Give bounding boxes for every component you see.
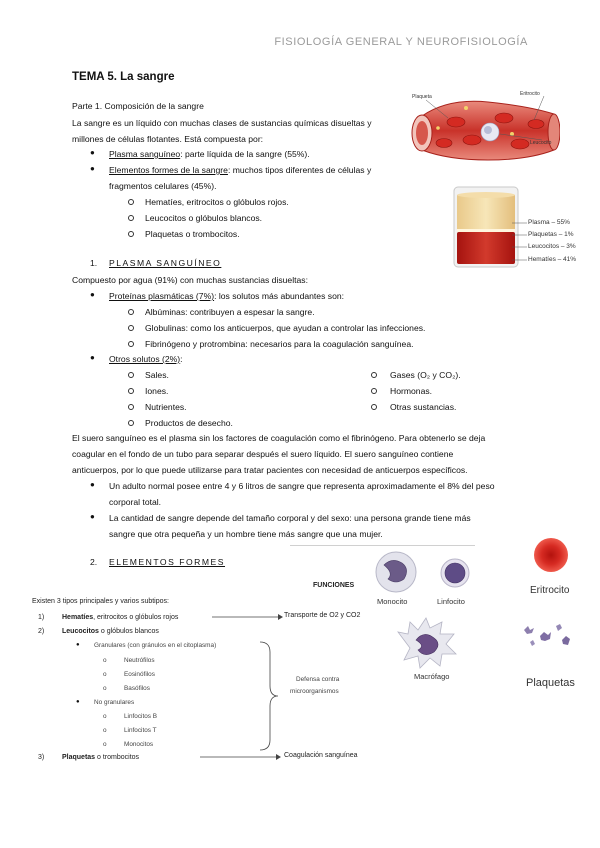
arrow-coagulation — [200, 752, 282, 762]
formed-sub-item: Hematíes, eritrocitos o glóbulos rojos. — [145, 197, 289, 207]
other-solute-left: Sales. — [145, 370, 169, 380]
part1-intro-line2: millones de células flotantes. Está compuesta por: — [72, 134, 264, 144]
item1-rest: , eritrocitos o glóbulos rojos — [93, 614, 179, 621]
bullet-circle — [128, 372, 134, 378]
function-coagulation: Coagulación sanguínea — [284, 752, 358, 759]
proteins-item — [109, 290, 344, 302]
lymphocyte-label: Linfocito — [437, 597, 465, 606]
bullet-dot: ● — [90, 148, 95, 157]
formed-sub-item: Leucocitos o glóbulos blancos. — [145, 213, 263, 223]
bullet-small-circle: o — [103, 741, 107, 748]
function-defense-line2: microorganismos — [290, 688, 339, 695]
formed-term: Elementos formes de la sangre — [109, 165, 228, 175]
formed-desc-line2: fragmentos celulares (45%). — [109, 181, 217, 191]
bullet-dot: ● — [76, 699, 80, 705]
platelets-illustration — [520, 620, 576, 654]
blood-vessel-illustration — [408, 88, 560, 176]
leukocyte-brace — [258, 640, 282, 752]
macrophage-label: Macrófago — [414, 672, 450, 681]
bullet-small-circle: o — [103, 685, 107, 692]
bullet-small-circle: o — [103, 671, 107, 678]
bullet-small-circle: o — [103, 727, 107, 734]
other-solutes-term: Otros solutos (2%) — [109, 354, 181, 364]
section2-title: ELEMENTOS FORMES — [109, 557, 226, 567]
item2-bold: Leucocitos — [62, 628, 99, 635]
protein-sub-item: Globulinas: como los anticuerpos, que ayudan a controlar las infecciones. — [145, 323, 426, 333]
item3-text — [62, 754, 139, 761]
other-solute-right: Otras sustancias. — [390, 402, 457, 412]
bullet-circle — [128, 199, 134, 205]
protein-sub-item: Albúminas: contribuyen a espesar la sangre. — [145, 307, 315, 317]
plasma-term: Plasma sanguíneo — [109, 149, 181, 159]
arrow-transport — [212, 612, 284, 622]
tube-label-plaquetas: Plaquetas – 1% — [528, 231, 574, 238]
bullet-circle — [128, 231, 134, 237]
section2-number: 2. — [90, 557, 98, 567]
part1-heading: Parte 1. Composición de la sangre — [72, 101, 204, 111]
item3-bold: Plaquetas — [62, 754, 96, 761]
other-solutes-colon: : — [180, 354, 183, 364]
bullet-circle — [128, 404, 134, 410]
bullet-small-circle: o — [103, 657, 107, 664]
tube-label-leucocitos: Leucocitos – 3% — [528, 243, 576, 250]
bullet-circle — [371, 388, 377, 394]
bullet-small-circle: o — [103, 713, 107, 720]
bullet-circle — [128, 388, 134, 394]
other-solute-right: Hormonas. — [390, 386, 433, 396]
part1-intro-line1: La sangre es un líquido con muchas clases de sustancias químicas disueltas y — [72, 118, 372, 128]
serum-line2: coagular en el fondo de un tubo para separar después el suero líquido. El suero sanguíneo contiene — [72, 449, 454, 459]
function-defense-line1: Defensa contra — [296, 676, 340, 683]
bullet-circle — [371, 372, 377, 378]
plasma-item — [109, 148, 310, 160]
erythrocyte-illustration — [533, 537, 569, 573]
item1-number: 1) — [38, 614, 45, 621]
granular-sub-item: Eosinófilos — [124, 671, 155, 678]
monocyte-illustration — [374, 549, 418, 595]
bullet-dot: ● — [90, 512, 95, 521]
plasma-desc: : parte líquida de la sangre (55%). — [180, 149, 310, 159]
other-solute-left: Productos de desecho. — [145, 418, 233, 428]
bullet-dot: ● — [90, 480, 95, 489]
granular-sub-item: Basófilos — [124, 685, 150, 692]
item3-number: 3) — [38, 754, 45, 761]
nongranular-sub-item: Linfocitos B — [124, 713, 158, 720]
bullet-circle — [128, 309, 134, 315]
vessel-label-leucocito: Leucocito — [530, 140, 552, 146]
bullet-dot: ● — [76, 642, 80, 648]
formed-desc-line1: : muchos tipos diferentes de células y — [227, 165, 372, 175]
item1-text — [62, 614, 178, 621]
item3-rest: o trombocitos — [95, 754, 140, 761]
protein-sub-item: Fibrinógeno y protrombina: necesarios para la coagulación sanguínea. — [145, 339, 414, 349]
section1-title: PLASMA SANGUÍNEO — [109, 258, 222, 268]
serum-line1: El suero sanguíneo es el plasma sin los factores de coagulación como el fibrinógeno. Para obtenerlo se deja — [72, 433, 486, 443]
macrophage-illustration — [396, 614, 458, 670]
diagram-intro: Existen 3 tipos principales y varios subtipos: — [32, 598, 169, 605]
item2-rest: o glóbulos blancos — [98, 628, 159, 635]
amount-line1: La cantidad de sangre depende del tamaño corporal y del sexo: una persona grande tiene más — [109, 513, 471, 523]
bullet-circle — [128, 215, 134, 221]
lymphocyte-illustration — [440, 557, 470, 589]
nongranular-label: No granulares — [94, 699, 135, 706]
item2-number: 2) — [38, 628, 45, 635]
bullet-circle — [371, 404, 377, 410]
functions-heading: FUNCIONES — [313, 582, 355, 589]
function-transport: Transporte de O2 y CO2 — [284, 612, 361, 619]
course-header: FISIOLOGÍA GENERAL Y NEUROFISIOLOGÍA — [274, 36, 528, 48]
other-solutes-item — [109, 353, 183, 365]
other-solute-left: Nutrientes. — [145, 402, 187, 412]
section1-number: 1. — [90, 258, 98, 268]
tube-label-leaders — [512, 218, 528, 264]
formed-item — [109, 164, 371, 176]
nongranular-sub-item: Linfocitos T — [124, 727, 157, 734]
proteins-term: Proteínas plasmáticas (7%) — [109, 291, 215, 301]
adult-line1: Un adulto normal posee entre 4 y 6 litros de sangre que representa aproximadamente el 8% del peso — [109, 481, 495, 491]
bullet-dot: ● — [90, 353, 95, 362]
formed-sub-item: Plaquetas o trombocitos. — [145, 229, 240, 239]
bullet-circle — [128, 420, 134, 426]
vessel-label-eritrocito: Eritrocito — [520, 91, 540, 97]
granular-sub-item: Neutrófilos — [124, 657, 155, 664]
bullet-dot: ● — [90, 290, 95, 299]
nongranular-sub-item: Monocitos — [124, 741, 154, 748]
page-title: TEMA 5. La sangre — [72, 71, 175, 83]
adult-line2: corporal total. — [109, 497, 162, 507]
divider — [290, 545, 475, 546]
other-solute-right: Gases (O₂ y CO₂). — [390, 370, 461, 380]
monocyte-label: Monocito — [377, 597, 408, 606]
granular-label: Granulares (con gránulos en el citoplasma) — [94, 642, 217, 649]
item2-text — [62, 628, 159, 635]
tube-label-plasma: Plasma – 55% — [528, 219, 570, 226]
vessel-label-plaqueta: Plaqueta — [412, 94, 432, 100]
platelets-label: Plaquetas — [526, 677, 575, 689]
erythrocyte-label: Eritrocito — [530, 585, 570, 596]
item1-bold: Hematíes — [62, 614, 94, 621]
amount-line2: sangre que otra pequeña y un hombre tiene más sangre que una mujer. — [109, 529, 383, 539]
other-solute-left: Iones. — [145, 386, 169, 396]
tube-label-hematies: Hematíes – 41% — [528, 256, 577, 263]
proteins-desc: : los solutos más abundantes son: — [214, 291, 345, 301]
bullet-dot: ● — [90, 164, 95, 173]
plasma-composition: Compuesto por agua (91%) con muchas sustancias disueltas: — [72, 275, 308, 285]
serum-line3: anticuerpos, por lo que puede utilizarse para tratar pacientes con necesidad de anticuerpos específicos. — [72, 465, 468, 475]
bullet-circle — [128, 341, 134, 347]
bullet-circle — [128, 325, 134, 331]
